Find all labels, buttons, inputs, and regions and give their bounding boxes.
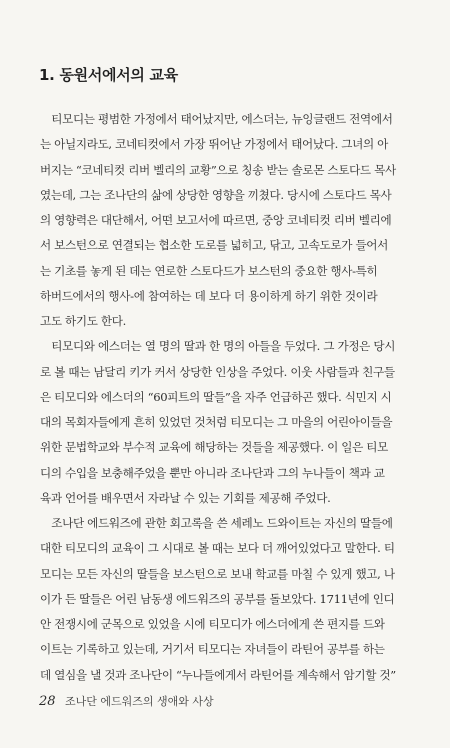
text-line: 조나단 에드워즈에 관한 회고록을 쓴 세레노 드와이트는 자신의 딸들에 [40,516,393,530]
text-line: 서 보스턴으로 연결되는 협소한 도로를 넓히고, 닦고, 고속도로가 들어서 [40,238,388,253]
page-number: 28 [39,694,56,709]
text-line: 은 티모디와 에스더의 “60피트의 딸들”을 자주 언급하곤 했다. 식민지 시 [40,389,392,404]
text-line: 이가 든 딸들은 어린 남동생 에드워즈의 공부를 돌보았다. 1711년에 인디 [40,591,395,606]
text-line: 는 기초를 놓게 된 데는 연로한 스토다드가 보스턴의 중요한 행사-특히 [40,263,378,278]
text-line: 데 열심을 낼 것과 조나단이 “누나들에게서 라틴어를 계속해서 암기할 것” [40,667,396,682]
text-line: 대의 목회자들에게 흔히 있었던 것처럼 티모디는 그 마을의 어린아이들을 [40,415,393,429]
text-line: 티모디는 평범한 가정에서 태어났지만, 에스더는, 뉴잉글랜드 전역에서 [40,112,393,126]
text-line: 모디는 모든 자신의 딸들을 보스턴으로 보내 학교를 마칠 수 있게 했고, 나 [40,566,395,581]
text-line: 위한 문법학교와 부수적 교육에 해당하는 것들을 제공했다. 이 일은 티모 [40,440,388,455]
section-heading: 1. 동원서에서의 교육 [39,66,178,84]
text-line: 였는데, 그는 조나단의 삶에 상당한 영향을 끼쳤다. 당시에 스토다드 목사 [40,187,392,202]
text-line: 디의 수입을 보충해주었을 뿐만 아니라 조나단과 그의 누나들이 책과 교 [40,465,385,480]
page-footer [39,693,214,709]
text-line: 안 전쟁시에 군목으로 있었을 시에 티모디가 에스더에게 쓴 편지를 드와 [40,617,385,631]
body-text [40,107,422,688]
text-line: 고도 하기도 한다. [40,314,126,328]
text-line: 는 아닐지라도, 코네티컷에서 가장 뛰어난 가정에서 태어났다. 그녀의 아 [40,137,388,152]
text-line: 버지는 “코네티컷 리버 벨리의 교황”으로 칭송 받는 솔로몬 스토다드 목사 [40,162,396,177]
text-line: 하버드에서의 행사-에 참여하는 데 보다 더 용이하게 하기 위한 것이라 [40,288,378,303]
text-line: 로 볼 때는 남달리 키가 커서 상당한 인상을 주었다. 이웃 사람들과 친구들 [40,364,395,379]
text-line: 육과 언어를 배우면서 자라날 수 있는 기회를 제공해 주었다. [40,490,331,505]
text-line: 이트는 기록하고 있는데, 거기서 티모디는 자녀들이 라틴어 공부를 하는 [40,642,385,657]
running-title: 조나단 에드워즈의 생애와 사상 [65,695,214,708]
text-line: 대한 티모디의 교육이 그 시대로 볼 때는 보다 더 깨어있었다고 말한다. 티 [40,541,395,556]
text-line: 의 영향력은 대단해서, 어떤 보고서에 따르면, 중앙 코네티컷 리버 벨리에 [40,213,392,227]
text-line: 티모디와 에스더는 열 명의 딸과 한 명의 아들을 두었다. 그 가정은 당시 [40,339,396,354]
